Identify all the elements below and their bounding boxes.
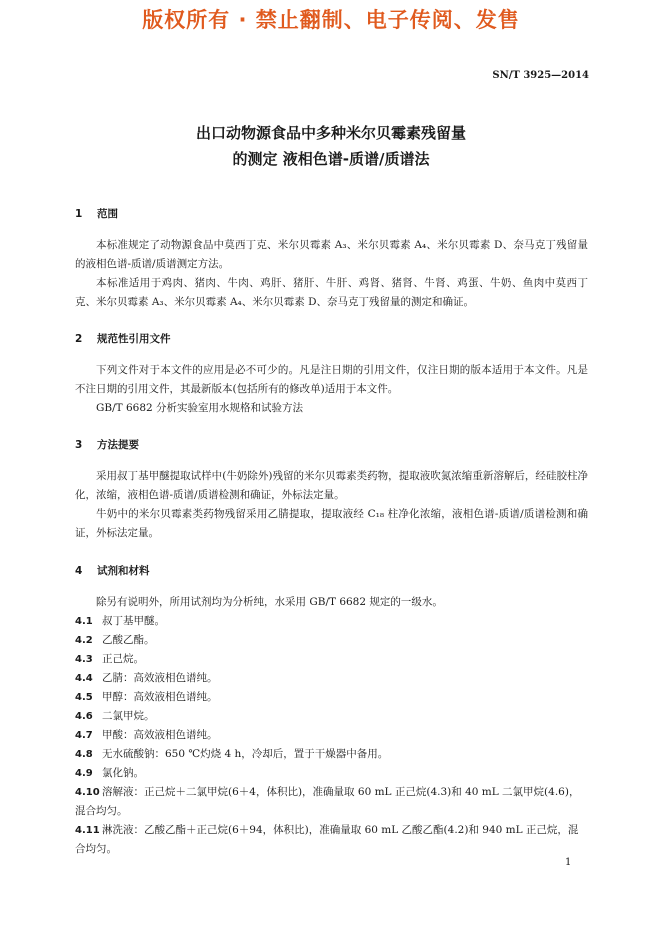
- item-number: 4.4: [75, 673, 93, 684]
- list-item: [75, 764, 588, 783]
- item-text: 甲酸：高效液相色谱纯。: [102, 729, 218, 741]
- list-item: [75, 783, 588, 821]
- item-text: 甲醇：高效液相色谱纯。: [102, 691, 218, 703]
- item-text: 乙酸乙酯。: [102, 634, 155, 646]
- item-number: 4.10: [75, 787, 100, 798]
- list-item: [75, 669, 588, 688]
- section-3-title: 方法提要: [97, 439, 139, 451]
- section-2-heading: [75, 331, 171, 346]
- item-number: 4.3: [75, 654, 93, 665]
- list-item: [75, 707, 588, 726]
- section-2-paragraph-1: 下列文件对于本文件的应用是必不可少的。凡是注日期的引用文件，仅注日期的版本适用于本文件。凡是不注日期的引用文件，其最新版本(包括所有的修改单)适用于本文件。: [75, 364, 588, 395]
- item-number: 4.8: [75, 749, 93, 760]
- list-item: [75, 650, 588, 669]
- item-text: 乙腈：高效液相色谱纯。: [102, 672, 218, 684]
- item-text: 无水硫酸钠：650 ℃灼烧 4 h，冷却后，置于干燥器中备用。: [102, 748, 389, 760]
- section-2-title: 规范性引用文件: [97, 333, 171, 345]
- section-1-number: 1: [75, 208, 83, 220]
- item-number: 4.5: [75, 692, 93, 703]
- item-text: 叔丁基甲醚。: [102, 615, 165, 627]
- item-text: 二氯甲烷。: [102, 710, 155, 722]
- section-4-intro: 除另有说明外，所用试剂均为分析纯，水采用 GB/T 6682 规定的一级水。: [96, 596, 443, 608]
- item-text: 正己烷。: [102, 653, 144, 665]
- section-1-paragraph-2: 本标准适用于鸡肉、猪肉、牛肉、鸡肝、猪肝、牛肝、鸡肾、猪肾、牛肾、鸡蛋、牛奶、鱼肉中莫西丁克、米尔贝霉素 A₃、米尔贝霉素 A₄、米尔贝霉素 D、奈马克丁残留量的测定和确证。: [75, 277, 588, 308]
- document-title-line1: 出口动物源食品中多种米尔贝霉素残留量: [195, 124, 466, 142]
- standard-code: SN/T 3925—2014: [492, 70, 589, 81]
- item-number: 4.2: [75, 635, 93, 646]
- section-1-title: 范围: [97, 208, 118, 220]
- section-3-heading: [75, 437, 139, 452]
- section-1-heading: [75, 206, 118, 221]
- section-2-reference: GB/T 6682 分析实验室用水规格和试验方法: [96, 402, 304, 414]
- list-item: [75, 745, 588, 764]
- section-3-paragraph-1: 采用叔丁基甲醚提取试样中(牛奶除外)残留的米尔贝霉素类药物，提取液吹氮浓缩重新溶解后，经硅胶柱净化，浓缩，液相色谱-质谱/质谱检测和确证，外标法定量。: [75, 470, 588, 501]
- list-item: [75, 821, 588, 859]
- section-2-number: 2: [75, 333, 83, 345]
- item-text: 溶解液：正己烷＋二氯甲烷(6＋4，体积比)，准确量取 60 mL 正己烷(4.3)和 40 mL 二氯甲烷(4.6)，混合均匀。: [75, 786, 580, 817]
- item-number: 4.6: [75, 711, 93, 722]
- section-4-number: 4: [75, 565, 83, 577]
- item-number: 4.7: [75, 730, 93, 741]
- item-number: 4.9: [75, 768, 93, 779]
- section-4-title: 试剂和材料: [97, 565, 150, 577]
- list-item: [75, 726, 588, 745]
- list-item: [75, 612, 588, 631]
- watermark-text: 版权所有 · 禁止翻制、电子传阅、发售: [142, 8, 520, 32]
- section-3-paragraph-2: 牛奶中的米尔贝霉素类药物残留采用乙腈提取，提取液经 C₁₈ 柱净化浓缩，液相色谱-质谱/质谱检测和确证，外标法定量。: [75, 508, 588, 539]
- section-1-paragraph-1: 本标准规定了动物源食品中莫西丁克、米尔贝霉素 A₃、米尔贝霉素 A₄、米尔贝霉素 D、奈马克丁残留量的液相色谱-质谱/质谱测定方法。: [75, 239, 588, 270]
- list-item: [75, 631, 588, 650]
- item-text: 氯化钠。: [102, 767, 144, 779]
- list-item: [75, 688, 588, 707]
- item-number: 4.11: [75, 825, 100, 836]
- page-number: 1: [565, 857, 572, 868]
- section-3-number: 3: [75, 439, 83, 451]
- document-title-line2: 的测定 液相色谱-质谱/质谱法: [232, 150, 430, 168]
- section-4-heading: [75, 563, 150, 578]
- item-text: 淋洗液：乙酸乙酯＋正己烷(6＋94，体积比)，准确量取 60 mL 乙酸乙酯(4.2)和 940 mL 正己烷，混合均匀。: [75, 824, 579, 855]
- item-number: 4.1: [75, 616, 93, 627]
